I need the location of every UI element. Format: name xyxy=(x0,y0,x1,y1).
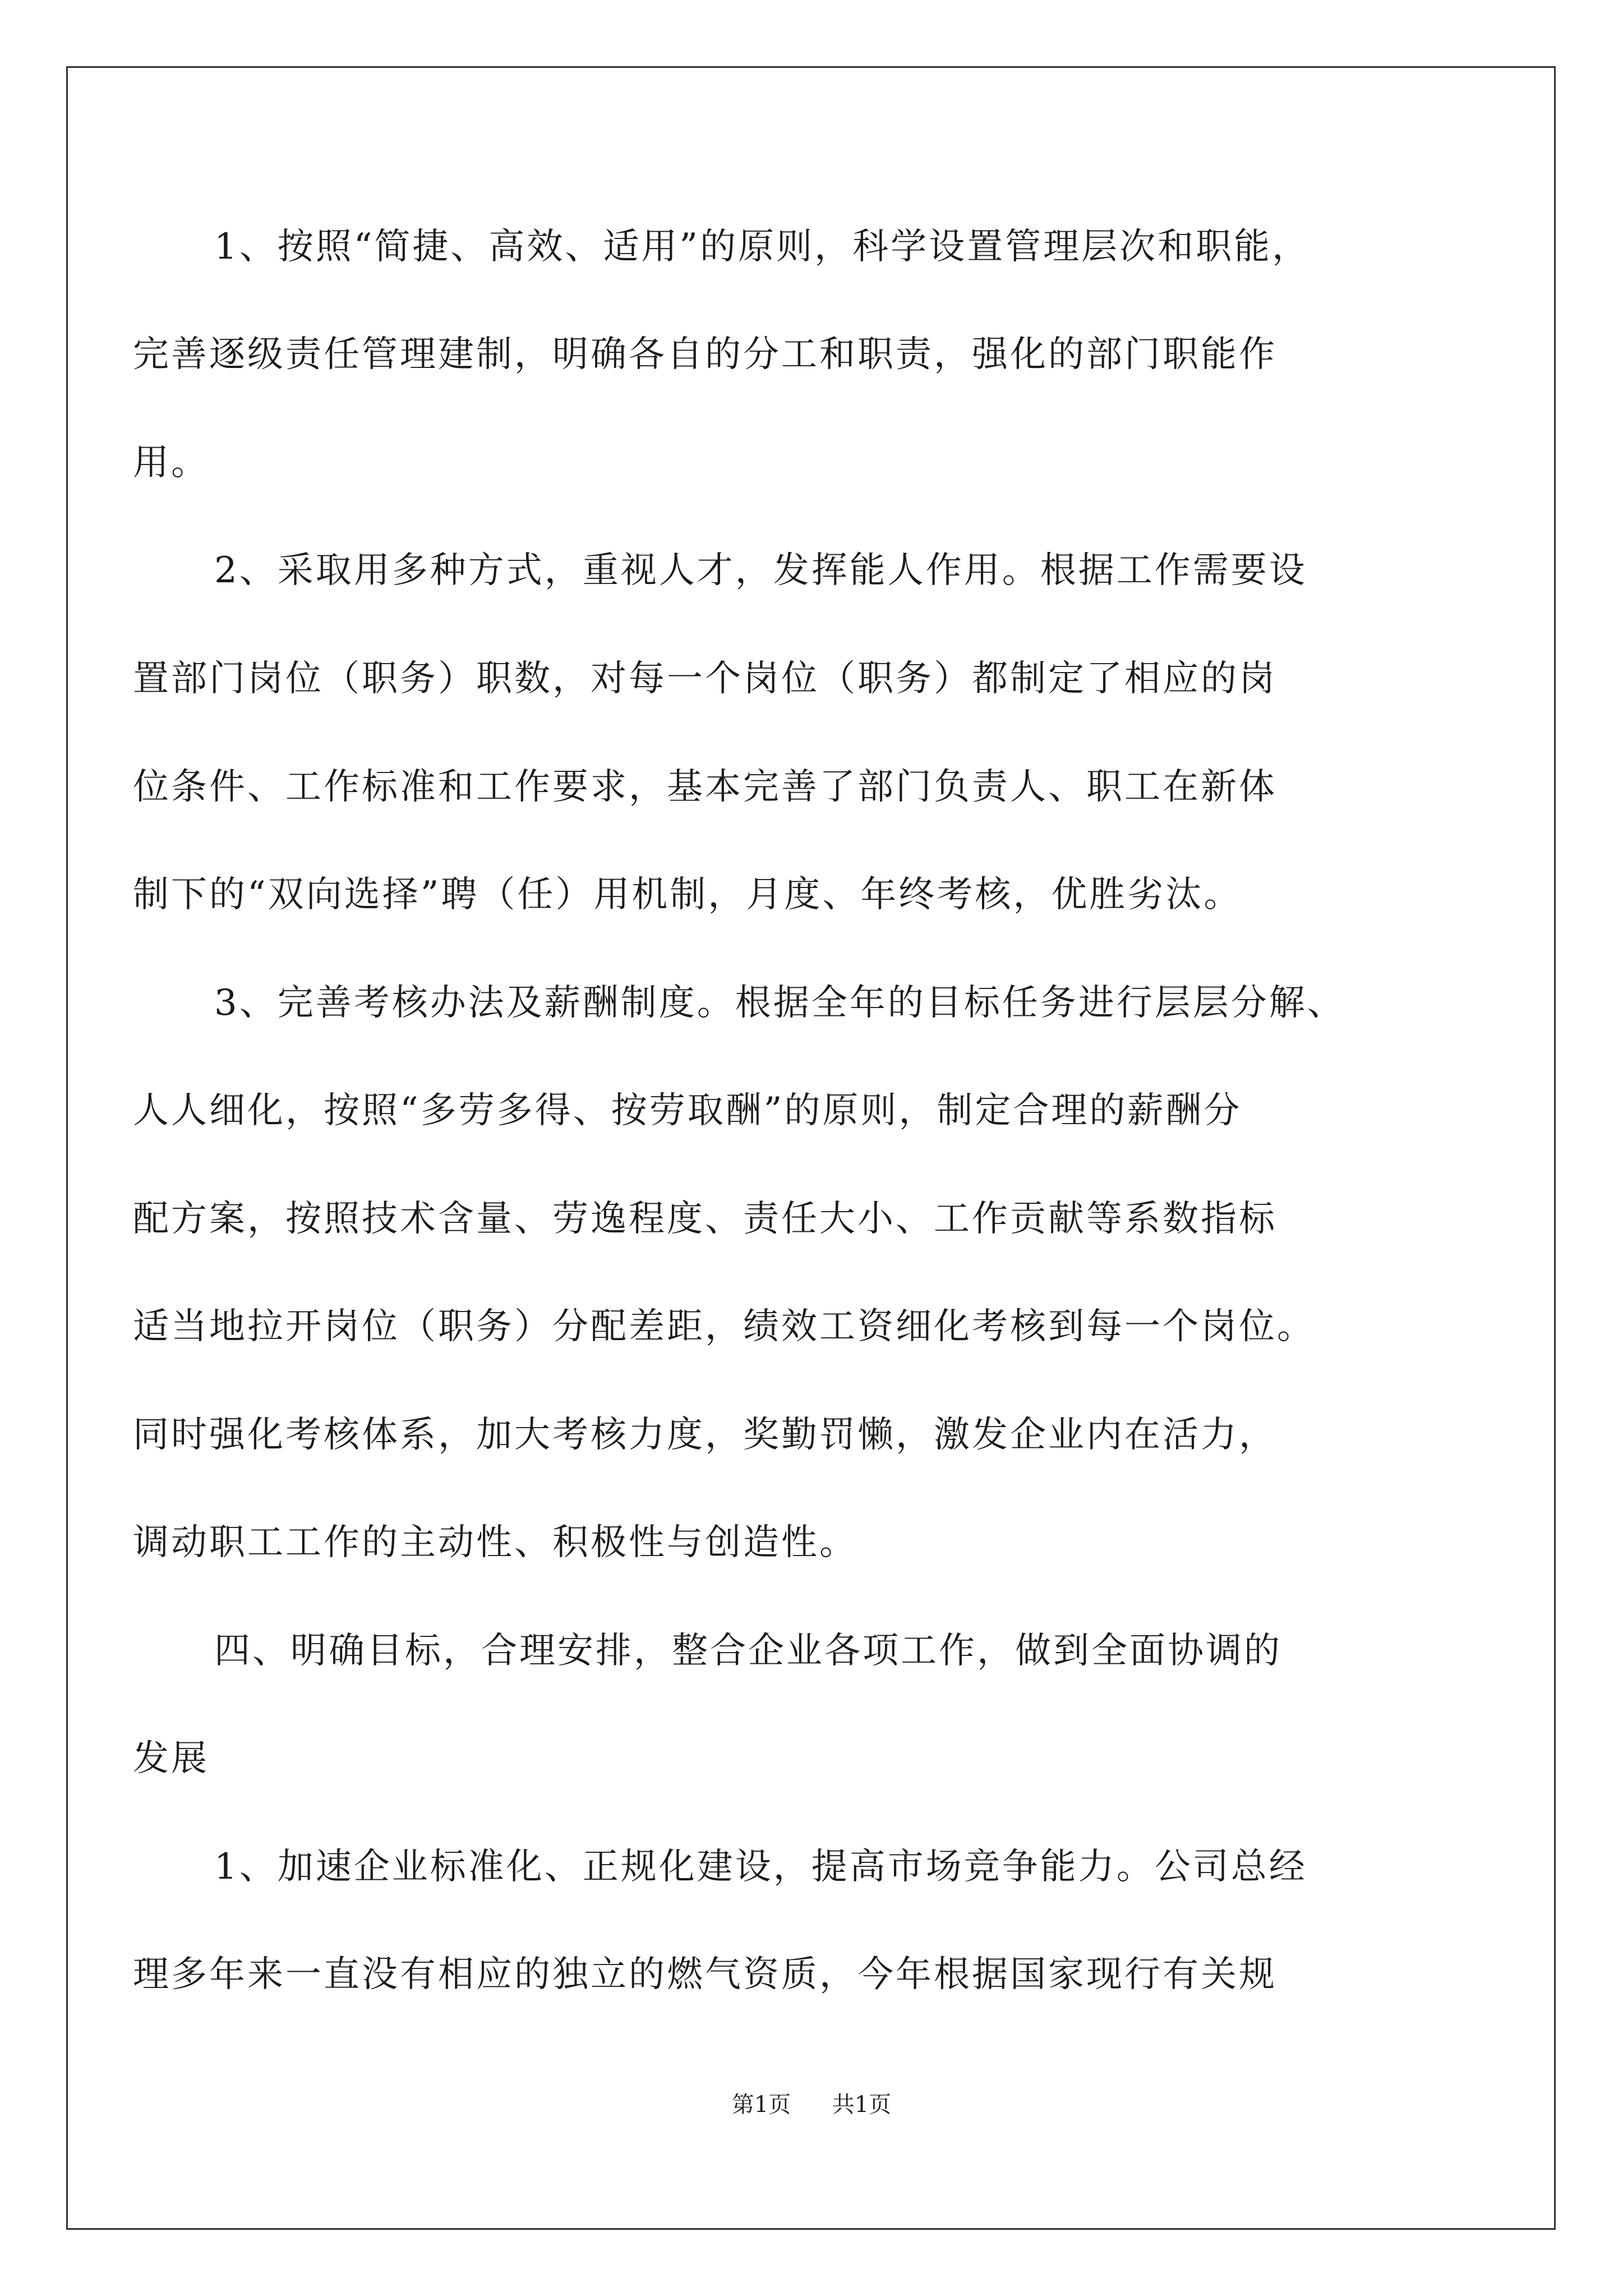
text-line-13: 调动职工工作的主动性、积极性与创造性。 xyxy=(133,1522,857,1563)
text-line-9: 人人细化，按照“多劳多得、按劳取酬”的原则，制定合理的薪酬分 xyxy=(133,1090,1242,1131)
page-border xyxy=(66,66,1556,2230)
text-line-5: 置部门岗位（职务）职数，对每一个岗位（职务）都制定了相应的岗 xyxy=(133,658,1277,700)
text-line-2: 完善逐级责任管理建制，明确各自的分工和职责，强化的部门职能作 xyxy=(133,334,1277,375)
text-line-4: 2、采取用多种方式，重视人才，发挥能人作用。根据工作需要设 xyxy=(214,550,1307,591)
text-line-3: 用。 xyxy=(133,442,209,484)
text-line-1: 1、按照“简捷、高效、适用”的原则，科学设置管理层次和职能， xyxy=(214,226,1311,268)
page-footer xyxy=(0,2090,1623,2119)
text-line-8: 3、完善考核办法及薪酬制度。根据全年的目标任务进行层层分解、 xyxy=(214,982,1345,1024)
text-line-7: 制下的“双向选择”聘（任）用机制，月度、年终考核，优胜劣汰。 xyxy=(133,874,1242,915)
text-line-6: 位条件、工作标准和工作要求，基本完善了部门负责人、职工在新体 xyxy=(133,766,1277,808)
text-line-14: 1、加速企业标准化、正规化建设，提高市场竞争能力。公司总经 xyxy=(214,1846,1307,1888)
text-line-11: 适当地拉开岗位（职务）分配差距，绩效工资细化考核到每一个岗位。 xyxy=(133,1306,1315,1347)
text-line-10: 配方案，按照技术含量、劳逸程度、责任大小、工作贡献等系数指标 xyxy=(133,1198,1277,1240)
text-line-12: 同时强化考核体系，加大考核力度，奖勤罚懒，激发企业内在活力， xyxy=(133,1414,1277,1456)
section-heading-line-1: 四、明确目标，合理安排，整合企业各项工作，做到全面协调的 xyxy=(214,1630,1282,1672)
section-heading-line-2: 发展 xyxy=(133,1738,209,1779)
page-total: 共1页 xyxy=(832,2092,892,2118)
page-number: 第1页 xyxy=(731,2092,791,2118)
text-line-15: 理多年来一直没有相应的独立的燃气资质，今年根据国家现行有关规 xyxy=(133,1954,1277,1995)
